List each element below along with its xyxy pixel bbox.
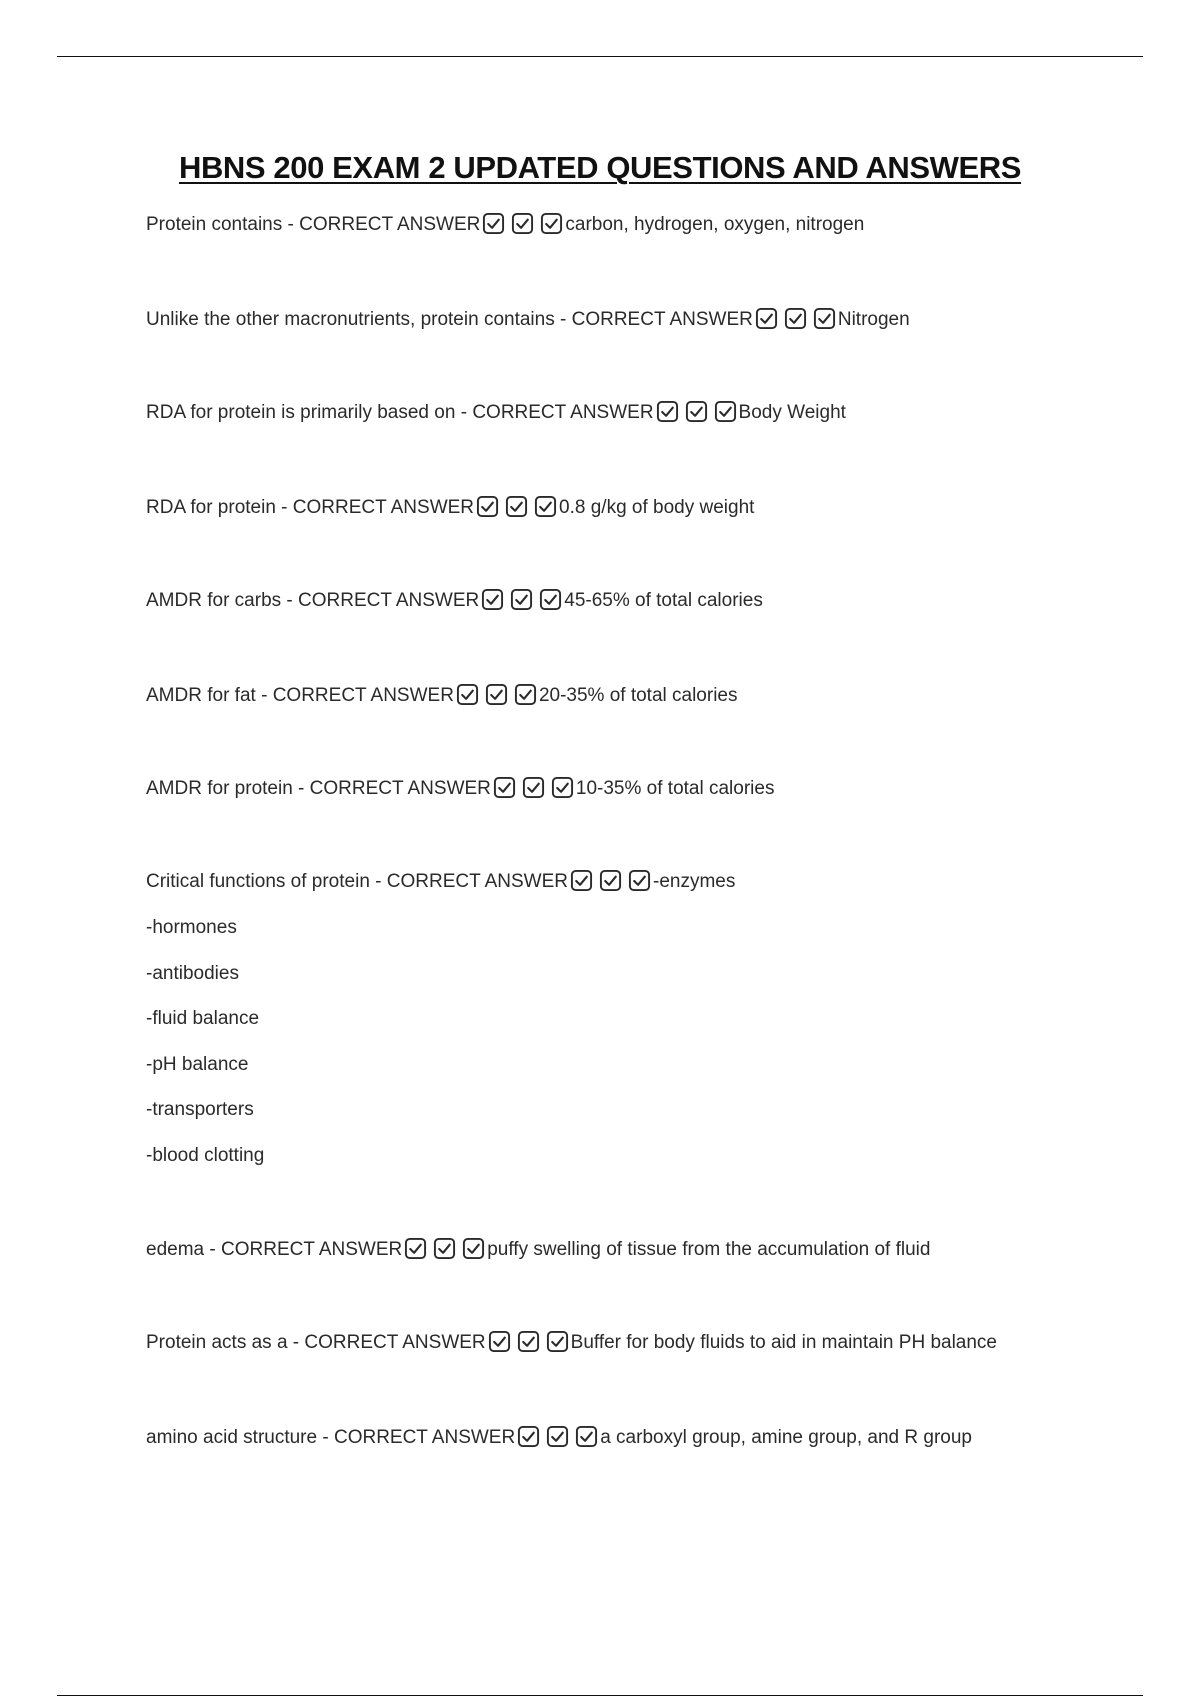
- separator: -: [255, 685, 273, 706]
- answer-continuation-line: -hormones: [146, 917, 237, 938]
- top-rule: [57, 56, 1143, 57]
- separator: -: [287, 1332, 305, 1353]
- answer-text: a carboxyl group, amine group, and R group: [600, 1427, 972, 1448]
- bottom-rule: [57, 1695, 1143, 1696]
- qa-item: [146, 212, 1106, 238]
- answer-continuation-line: -blood clotting: [146, 1145, 265, 1166]
- qa-item: [146, 683, 1106, 709]
- checked-box-icon: [714, 400, 737, 423]
- qa-item: [146, 588, 1106, 614]
- answer-label: CORRECT ANSWER: [299, 214, 481, 235]
- separator: -: [204, 1239, 221, 1260]
- checked-box-icon: [656, 400, 679, 423]
- checked-box-icon: [433, 1237, 456, 1260]
- checked-box-icon: [755, 307, 778, 330]
- question-text: RDA for protein: [146, 497, 276, 518]
- checked-box-icon: [570, 869, 593, 892]
- checked-box-icon: [456, 683, 479, 706]
- separator: -: [281, 590, 299, 611]
- question-text: AMDR for fat: [146, 685, 256, 706]
- answer-text: carbon, hydrogen, oxygen, nitrogen: [565, 214, 865, 235]
- question-text: AMDR for carbs: [146, 590, 282, 611]
- checked-box-icon: [813, 307, 836, 330]
- checked-box-icon: [534, 495, 557, 518]
- question-text: AMDR for protein: [146, 778, 293, 799]
- question-text: Unlike the other macronutrients, protein contains: [146, 309, 555, 330]
- checked-box-icon: [575, 1425, 598, 1448]
- qa-item: [146, 307, 1106, 333]
- checked-box-icon: [539, 588, 562, 611]
- answer-continuation-line: -pH balance: [146, 1054, 249, 1075]
- checked-box-icon: [511, 212, 534, 235]
- checked-box-icon: [540, 212, 563, 235]
- qa-item: [146, 1425, 1106, 1451]
- question-text: RDA for protein is primarily based on: [146, 402, 456, 423]
- answer-label: CORRECT ANSWER: [272, 685, 454, 706]
- checked-box-icon: [485, 683, 508, 706]
- question-text: Protein acts as a: [146, 1332, 288, 1353]
- checked-box-icon: [628, 869, 651, 892]
- checked-box-icon: [482, 212, 505, 235]
- answer-label: CORRECT ANSWER: [571, 309, 753, 330]
- checked-box-icon: [488, 1330, 511, 1353]
- checked-box-icon: [685, 400, 708, 423]
- answer-continuation-line: -fluid balance: [146, 1008, 260, 1029]
- checked-box-icon: [517, 1330, 540, 1353]
- separator: -: [282, 214, 300, 235]
- answer-text: puffy swelling of tissue from the accumulation of fluid: [487, 1239, 931, 1260]
- checked-box-icon: [551, 776, 574, 799]
- qa-item: [146, 495, 1106, 521]
- answer-text: -enzymes: [653, 871, 736, 892]
- answer-text: Nitrogen: [837, 309, 910, 330]
- answer-text: 0.8 g/kg of body weight: [559, 497, 755, 518]
- checked-box-icon: [476, 495, 499, 518]
- answer-label: CORRECT ANSWER: [309, 778, 491, 799]
- answer-label: CORRECT ANSWER: [472, 402, 654, 423]
- qa-item: [146, 1237, 1106, 1263]
- checked-box-icon: [510, 588, 533, 611]
- answer-label: CORRECT ANSWER: [333, 1427, 516, 1448]
- separator: -: [554, 309, 572, 330]
- answer-text: Buffer for body fluids to aid in maintain PH balance: [570, 1332, 997, 1353]
- answer-text: 10-35% of total calories: [575, 778, 775, 799]
- checked-box-icon: [546, 1330, 569, 1353]
- answer-label: CORRECT ANSWER: [304, 1332, 486, 1353]
- separator: -: [317, 1427, 334, 1448]
- separator: -: [275, 497, 293, 518]
- checked-box-icon: [517, 1425, 540, 1448]
- qa-item: [146, 1330, 1106, 1356]
- checked-box-icon: [546, 1425, 569, 1448]
- question-text: edema: [146, 1239, 205, 1260]
- checked-box-icon: [514, 683, 537, 706]
- qa-item: [146, 400, 1106, 426]
- answer-continuation-line: -antibodies: [146, 963, 239, 984]
- checked-box-icon: [505, 495, 528, 518]
- checked-box-icon: [784, 307, 807, 330]
- answer-label: CORRECT ANSWER: [298, 590, 480, 611]
- document-title: HBNS 200 EXAM 2 UPDATED QUESTIONS AND ANSWERS: [178, 150, 1022, 185]
- answer-continuation-line: -transporters: [146, 1099, 254, 1120]
- answer-label: CORRECT ANSWER: [292, 497, 475, 518]
- checked-box-icon: [599, 869, 622, 892]
- checked-box-icon: [404, 1237, 427, 1260]
- question-text: Protein contains: [146, 214, 283, 235]
- answer-label: CORRECT ANSWER: [386, 871, 569, 892]
- answer-label: CORRECT ANSWER: [221, 1239, 403, 1260]
- checked-box-icon: [493, 776, 516, 799]
- question-text: Critical functions of protein: [146, 871, 370, 892]
- qa-item: [146, 869, 1106, 895]
- qa-item: [146, 776, 1106, 802]
- checked-box-icon: [462, 1237, 485, 1260]
- answer-text: 45-65% of total calories: [564, 590, 763, 611]
- separator: -: [292, 778, 310, 799]
- answer-text: 20-35% of total calories: [538, 685, 738, 706]
- question-text: amino acid structure: [146, 1427, 318, 1448]
- answer-text: Body Weight: [738, 402, 846, 423]
- checked-box-icon: [522, 776, 545, 799]
- separator: -: [455, 402, 473, 423]
- checked-box-icon: [481, 588, 504, 611]
- separator: -: [369, 871, 387, 892]
